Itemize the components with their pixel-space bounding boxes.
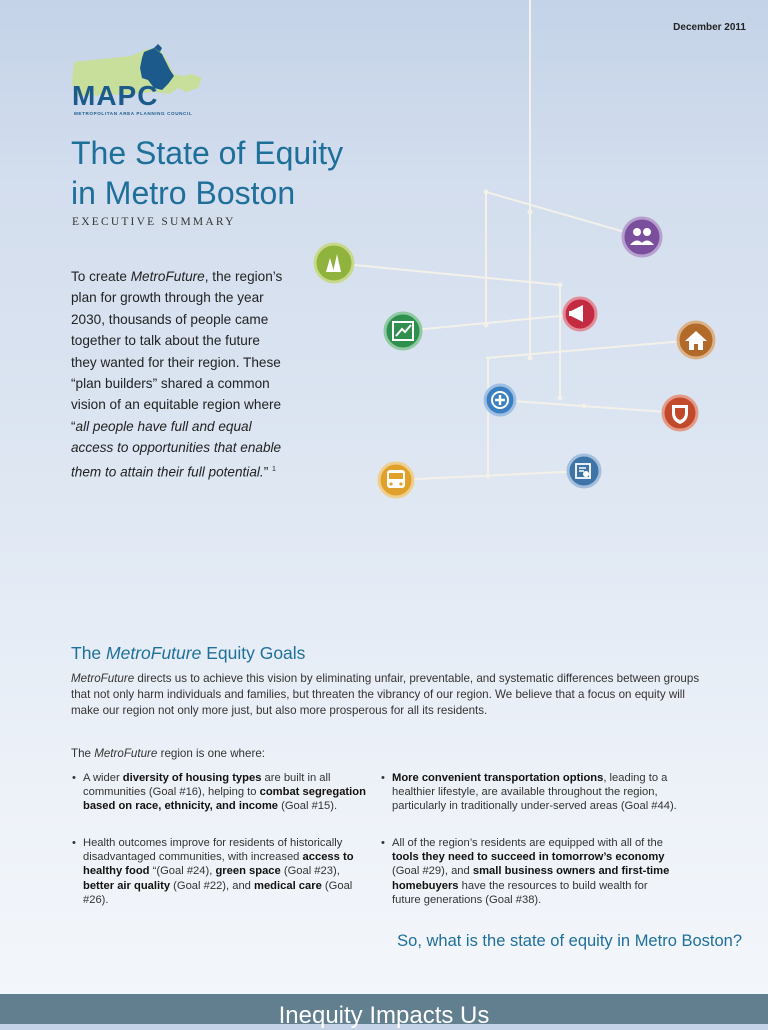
intro-paragraph: To create MetroFuture, the region’s plan for growth through the year 2030, thousands of people came together to talk about the future they wanted for their region. These “plan builders” shared a common vision of an equitable region where “all people have full and equal access to opportunities that enable them to attain their full potential.” $^1$ bbox=[71, 269, 283, 480]
trees-icon bbox=[315, 244, 353, 282]
title-line-2: in Metro Boston bbox=[71, 175, 296, 211]
logo-wordmark: MAPC bbox=[72, 80, 159, 111]
title-line-1: The State of Equity bbox=[71, 135, 344, 171]
people-icon bbox=[623, 218, 661, 256]
chart-icon bbox=[385, 313, 421, 349]
date-label: December 2011 bbox=[673, 22, 746, 33]
goal-bullet-health: • Health outcomes improve for residents of historically disadvantaged communities, with increased access to healthy food “(Goal #24), green space (Goal #23), better air quality (Goal #22), and medical care (Goal #26). bbox=[72, 837, 354, 906]
region-intro: The MetroFuture region is one where: bbox=[71, 747, 265, 760]
diploma-icon bbox=[568, 455, 600, 487]
megaphone-icon bbox=[564, 298, 596, 330]
goal-bullet-housing: • A wider diversity of housing types are built in all communities (Goal #16), helping to combat segregation based on race, ethnicity, and income (Goal #15). bbox=[72, 772, 366, 813]
wire-joints bbox=[484, 190, 587, 479]
goal-bullet-transportation: • More convenient transportation options, leading to a healthier lifestyle, are available throughout the region, particularly in traditionally under-served areas (Goal #44). bbox=[381, 772, 677, 813]
equity-goals-paragraph: MetroFuture directs us to achieve this vision by eliminating unfair, preventable, and systematic differences between groups that not only harm individuals and families, but threaten the vibrancy of our region. We believe that a focus on equity will make our region not only more just, but also more prosperous for all its residents. bbox=[71, 672, 700, 718]
health-plus-icon bbox=[485, 385, 515, 415]
page-subtitle: EXECUTIVE SUMMARY bbox=[72, 216, 236, 228]
shield-icon bbox=[663, 396, 697, 430]
house-icon bbox=[678, 322, 714, 358]
equity-goals-heading: The MetroFuture Equity Goals bbox=[71, 643, 306, 663]
logo-subtitle: METROPOLITAN AREA PLANNING COUNCIL bbox=[74, 111, 193, 116]
bus-icon bbox=[379, 463, 413, 497]
equity-question: So, what is the state of equity in Metro Boston? bbox=[397, 932, 742, 950]
footer-title: Inequity Impacts Us bbox=[278, 1002, 490, 1029]
goal-bullet-economy: • All of the region’s residents are equipped with all of the tools they need to succeed in tomorrow’s economy (Goal #29), and small business owners and first-time homebuyers have the resources to build wealth for future generations (Goal #38). bbox=[381, 837, 670, 906]
